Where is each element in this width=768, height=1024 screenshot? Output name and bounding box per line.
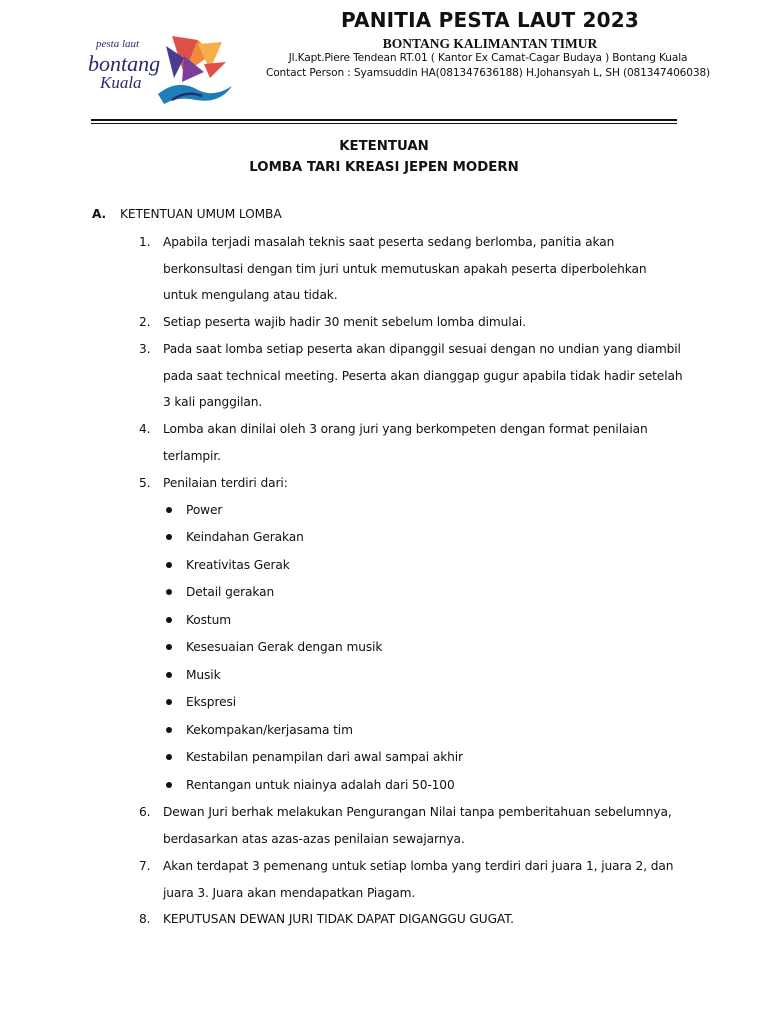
header-divider-thick: [91, 119, 677, 121]
pesta-laut-bontang-kuala-logo: [86, 34, 234, 106]
item-number: 3.: [139, 342, 151, 356]
item-number: 5.: [139, 476, 151, 490]
bullet-text: Kostum: [186, 613, 231, 627]
item-text: Lomba akan dinilai oleh 3 orang juri yang berkompeten dengan format penilaian terlampir.: [163, 422, 648, 463]
bullet-dot-icon: [166, 507, 172, 513]
bullet-text: Kesesuaian Gerak dengan musik: [186, 640, 383, 654]
item-text: Akan terdapat 3 pemenang untuk setiap lomba yang terdiri dari juara 1, juara 2, dan juara 3. Juara akan mendapatkan Piagam.: [163, 859, 674, 900]
bullet-dot-icon: [166, 644, 172, 650]
committee-subtitle: BONTANG KALIMANTAN TIMUR: [382, 36, 598, 51]
bullet-item: [0, 527, 768, 549]
item-text: Apabila terjadi masalah teknis saat peserta sedang berlomba, panitia akan berkonsultasi dengan tim juri untuk memutuskan apakah peserta diperbolehkan untuk mengulang atau tidak.: [163, 235, 647, 303]
item-number: 6.: [139, 805, 151, 819]
sailboat-icon: [166, 36, 226, 82]
section-letter: A.: [92, 207, 107, 221]
bullet-text: Kreativitas Gerak: [186, 558, 290, 572]
bullet-text: Power: [186, 503, 223, 517]
document-title: KETENTUAN: [339, 139, 429, 154]
item-number: 4.: [139, 422, 151, 436]
header-divider-thin: [91, 123, 677, 124]
bullet-item: [0, 555, 768, 577]
bullet-dot-icon: [166, 782, 172, 788]
bullet-dot-icon: [166, 589, 172, 595]
item-text: Dewan Juri berhak melakukan Pengurangan Nilai tanpa pemberitahuan sebelumnya, berdasarkan atas azas-azas penilaian sewajarnya.: [163, 805, 672, 846]
item-text: Pada saat lomba setiap peserta akan dipanggil sesuai dengan no undian yang diambil pada saat technical meeting. Peserta akan dianggap gugur apabila tidak hadir setelah 3 kali panggilan.: [163, 342, 683, 410]
bullet-text: Kestabilan penampilan dari awal sampai akhir: [186, 750, 463, 764]
document-subtitle: LOMBA TARI KREASI JEPEN MODERN: [249, 160, 519, 175]
bullet-item: [0, 637, 768, 659]
item-text: KEPUTUSAN DEWAN JURI TIDAK DAPAT DIGANGGU GUGAT.: [163, 912, 514, 926]
bullet-item: [0, 582, 768, 604]
wave-icon: [158, 85, 232, 104]
bullet-item: [0, 720, 768, 742]
bullet-dot-icon: [166, 672, 172, 678]
bullet-text: Detail gerakan: [186, 585, 275, 599]
bullet-dot-icon: [166, 562, 172, 568]
committee-address: Jl.Kapt.Piere Tendean RT.01 ( Kantor Ex Camat-Cagar Budaya ) Bontang Kuala: [288, 52, 688, 64]
logo-text-large: bontang: [88, 51, 161, 76]
bullet-text: Rentangan untuk niainya adalah dari 50-100: [186, 778, 455, 792]
item-text: Penilaian terdiri dari:: [163, 476, 288, 490]
bullet-text: Ekspresi: [186, 695, 237, 709]
logo-text-script: Kuala: [100, 73, 142, 92]
bullet-item: [0, 500, 768, 522]
item-number: 1.: [139, 235, 151, 249]
bullet-dot-icon: [166, 534, 172, 540]
item-text: Setiap peserta wajib hadir 30 menit sebelum lomba dimulai.: [163, 315, 526, 329]
bullet-item: [0, 665, 768, 687]
committee-contact: Contact Person : Syamsuddin HA(081347636188) H.Johansyah L, SH (081347406038): [265, 67, 711, 79]
bullet-item: [0, 610, 768, 632]
bullet-dot-icon: [166, 617, 172, 623]
bullet-item: [0, 692, 768, 714]
logo-text-small: pesta laut: [96, 38, 140, 50]
bullet-text: Keindahan Gerakan: [186, 530, 304, 544]
section-label: KETENTUAN UMUM LOMBA: [120, 207, 282, 221]
item-number: 7.: [139, 859, 151, 873]
bullet-dot-icon: [166, 727, 172, 733]
item-number: 8.: [139, 912, 151, 926]
bullet-dot-icon: [166, 754, 172, 760]
item-number: 2.: [139, 315, 151, 329]
bullet-text: Musik: [186, 668, 221, 682]
bullet-item: [0, 747, 768, 769]
bullet-text: Kekompakan/kerjasama tim: [186, 723, 353, 737]
bullet-dot-icon: [166, 699, 172, 705]
bullet-item: [0, 775, 768, 797]
committee-title: PANITIA PESTA LAUT 2023: [341, 8, 639, 32]
